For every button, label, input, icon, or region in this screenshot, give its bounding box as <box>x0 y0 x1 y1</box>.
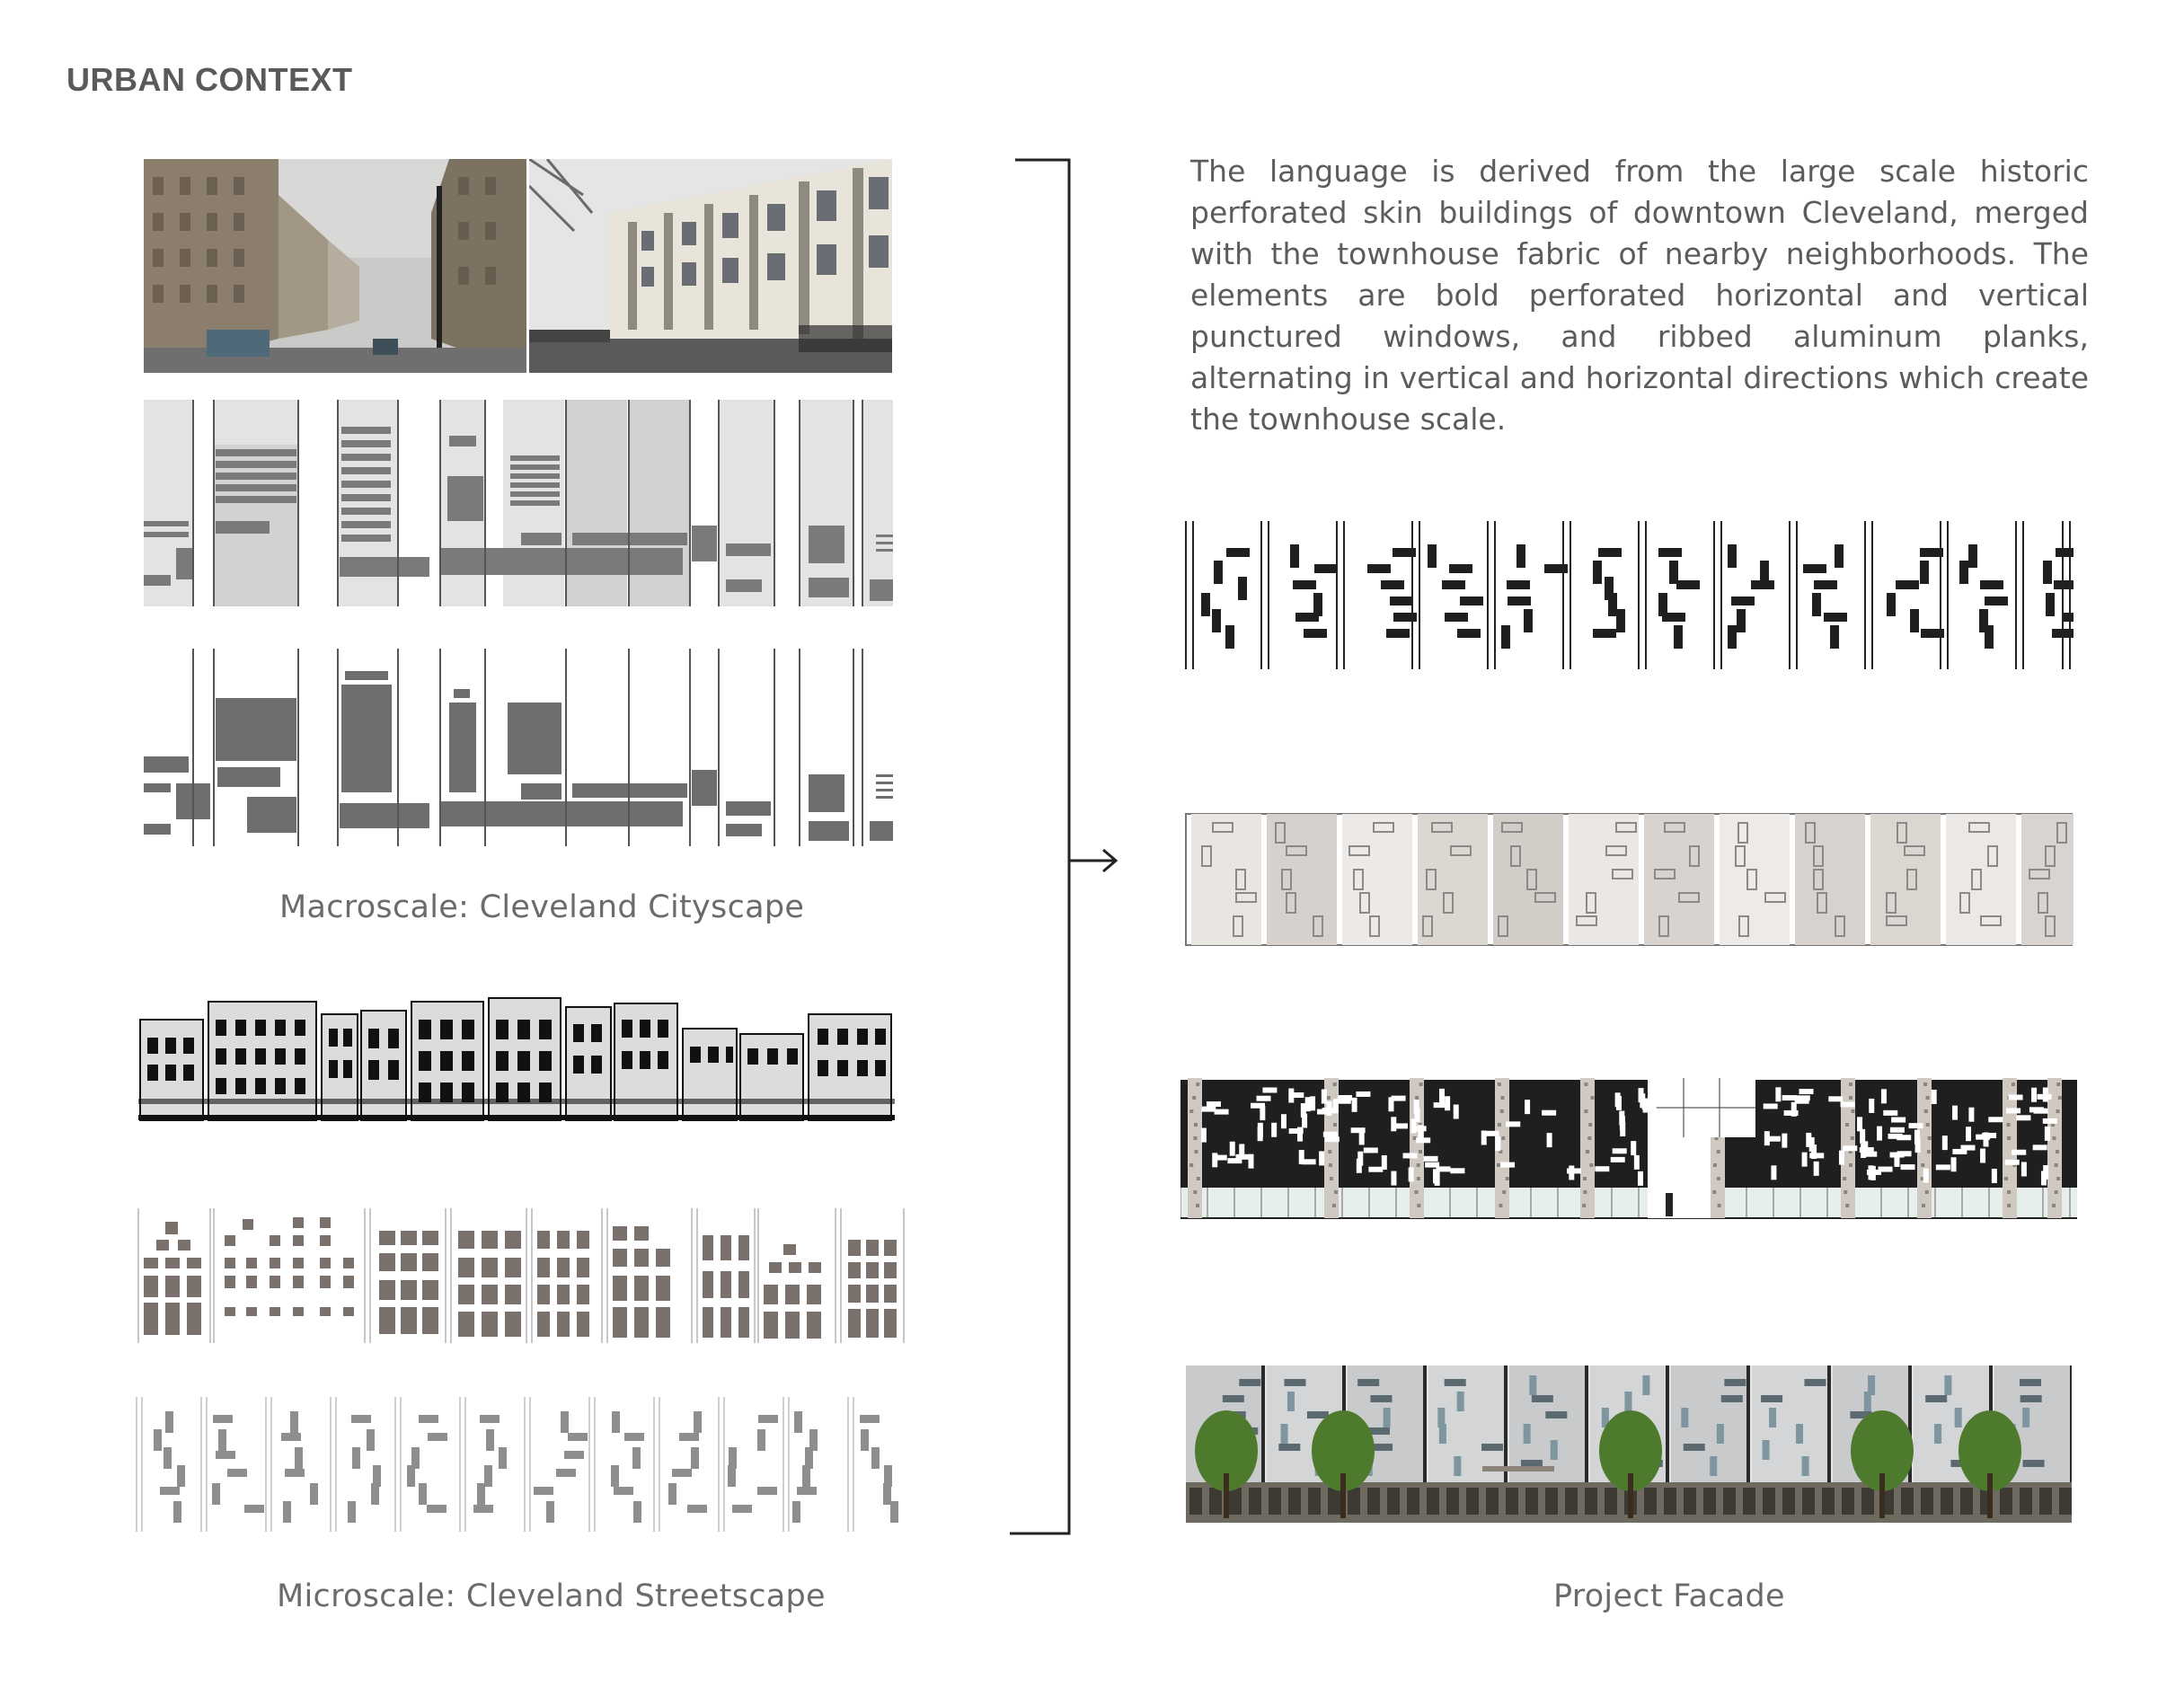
project-facade-caption: Project Facade <box>1553 1578 1785 1614</box>
macroscale-diagram-dark <box>144 649 893 846</box>
microscale-caption: Microscale: Cleveland Streetscape <box>277 1578 826 1614</box>
facade-elevation <box>1180 1078 2077 1222</box>
macroscale-caption: Macroscale: Cleveland Cityscape <box>279 889 805 925</box>
description-text: The language is derived from the large scale historic perforated skin buildings of downtown Cleveland, merged with the townhouse fabric of nearby neighborhoods. The elements are bold perforated horizontal and vertical punctured windows, and ribbed aluminum planks, alternating in vertical and horizontal directions which create the townhouse scale. <box>1190 154 2089 437</box>
street-photo-left <box>144 159 526 373</box>
page-title: URBAN CONTEXT <box>66 61 353 98</box>
streetscape-sketch <box>138 993 895 1123</box>
facade-rendering <box>1186 1365 2072 1523</box>
streetscape-blocks <box>135 1208 907 1343</box>
facade-pattern-panels <box>1184 812 2073 947</box>
macroscale-diagram-light <box>144 400 893 606</box>
facade-pattern-black <box>1184 521 2073 669</box>
streetscape-pattern <box>133 1397 909 1532</box>
arrow-icon <box>1069 846 1123 879</box>
street-photo-right <box>529 159 892 373</box>
